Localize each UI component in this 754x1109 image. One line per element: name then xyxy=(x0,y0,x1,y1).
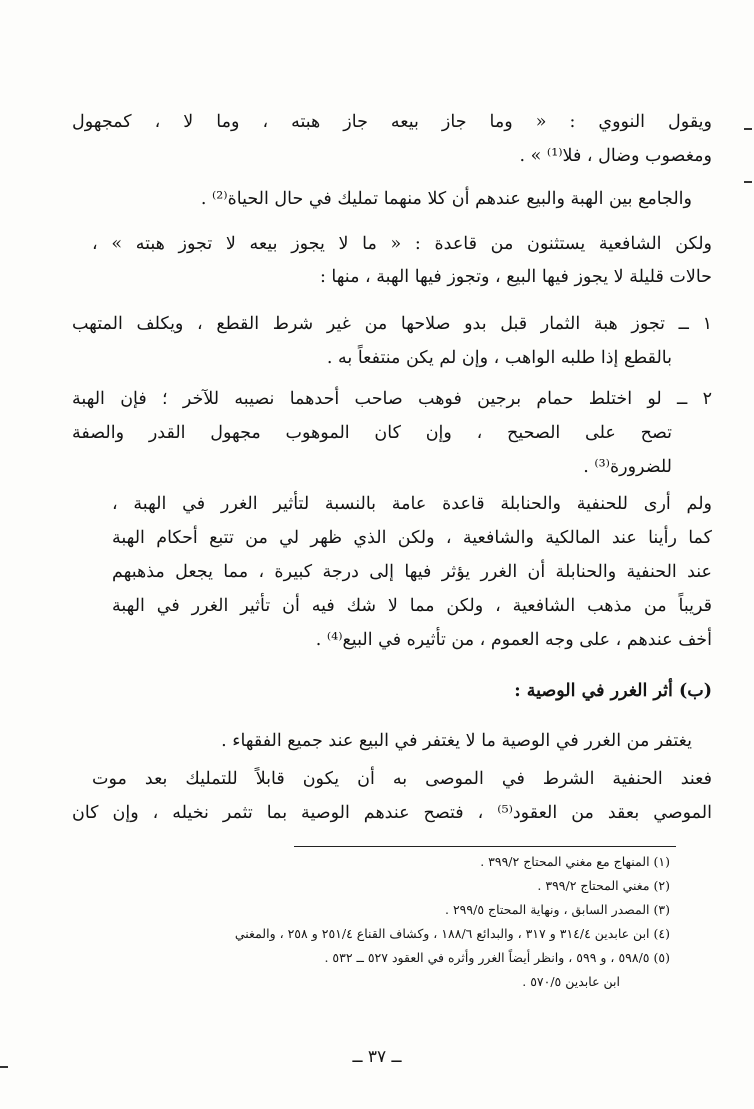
paragraph-line: ولكن الشافعية يستثنون من قاعدة : « ما لا يجوز بيعه لا تجوز هبته » ، xyxy=(92,234,712,254)
paragraph-line: الموصي بعقد من العقود⁽⁵⁾ ، فتصح عندهم الوصية بما تثمر نخيله ، وإن كان xyxy=(72,803,712,823)
margin-mark-right xyxy=(744,128,752,130)
footnote-separator xyxy=(294,846,676,847)
paragraph-line: ولم أرى للحنفية والحنابلة قاعدة عامة بالنسبة لتأثير الغرر في الهبة ، xyxy=(112,494,712,514)
list-item-line: للضرورة⁽³⁾ . xyxy=(583,457,672,477)
paragraph-line: ويقول النووي : « وما جاز بيعه جاز هبته ، وما لا ، كمجهول xyxy=(72,112,712,132)
paragraph-line: أخف عندهم ، على وجه العموم ، من تأثيره في البيع⁽⁴⁾ . xyxy=(315,630,712,650)
paragraph-line: ومغصوب وضال ، فلا⁽¹⁾ » . xyxy=(519,146,712,166)
paragraph-line: قريباً من مذهب الشافعية ، ولكن مما لا شك فيه أن تأثير الغرر في الهبة xyxy=(112,596,712,616)
list-item-line: ١ ــ تجوز هبة الثمار قبل بدو صلاحها من غير شرط القطع ، ويكلف المتهب xyxy=(72,314,712,334)
paragraph-line: كما رأينا عند المالكية والشافعية ، ولكن الذي ظهر لي من تتبع أحكام الهبة xyxy=(112,528,712,548)
list-item-line: بالقطع إذا طلبه الواهب ، وإن لم يكن منتفعاً به . xyxy=(326,348,672,368)
footnote: (٤) ابن عابدين ٣١٤/٤ و ٣١٧ ، والبدائع ١٨٨/٦ ، وكشاف القناع ٢٥١/٤ و ٢٥٨ ، والمغني xyxy=(234,926,670,941)
section-heading: (ب) أثر الغرر في الوصية : xyxy=(514,681,712,701)
paragraph-line: حالات قليلة لا يجوز فيها البيع ، وتجوز فيها الهبة ، منها : xyxy=(319,267,712,287)
footnote: (٥) ٥٩٨/٥ ، و ٥٩٩ ، وانظر أيضاً الغرر وأثره في العقود ٥٢٧ ــ ٥٣٢ . xyxy=(324,950,670,965)
footnote: (٣) المصدر السابق ، ونهاية المحتاج ٢٩٩/٥ . xyxy=(445,902,670,917)
list-item-line: ٢ ــ لو اختلط حمام برجين فوهب صاحب أحدهما نصيبه للآخر ؛ فإن الهبة xyxy=(72,389,712,409)
paragraph-line: والجامع بين الهبة والبيع عندهم أن كلا منهما تمليك في حال الحياة⁽²⁾ . xyxy=(200,189,692,209)
list-item-line: تصح على الصحيح ، وإن كان الموهوب مجهول القدر والصفة xyxy=(72,423,672,443)
page-number: ــ ٣٧ ــ xyxy=(352,1047,402,1067)
footnote: (١) المنهاج مع مغني المحتاج ٣٩٩/٢ . xyxy=(480,854,670,869)
paragraph-line: عند الحنفية والحنابلة أن الغرر يؤثر فيها إلى درجة كبيرة ، مما يجعل مذهبهم xyxy=(112,562,712,582)
paragraph-line: يغتفر من الغرر في الوصية ما لا يغتفر في البيع عند جميع الفقهاء . xyxy=(221,731,692,751)
paragraph-line: فعند الحنفية الشرط في الموصى به أن يكون قابلاً للتمليك بعد موت xyxy=(92,769,712,789)
margin-mark-right-2 xyxy=(744,181,752,183)
footnote: ابن عابدين ٥٧٠/٥ . xyxy=(522,974,620,989)
footnote: (٢) مغني المحتاج ٣٩٩/٢ . xyxy=(537,878,670,893)
